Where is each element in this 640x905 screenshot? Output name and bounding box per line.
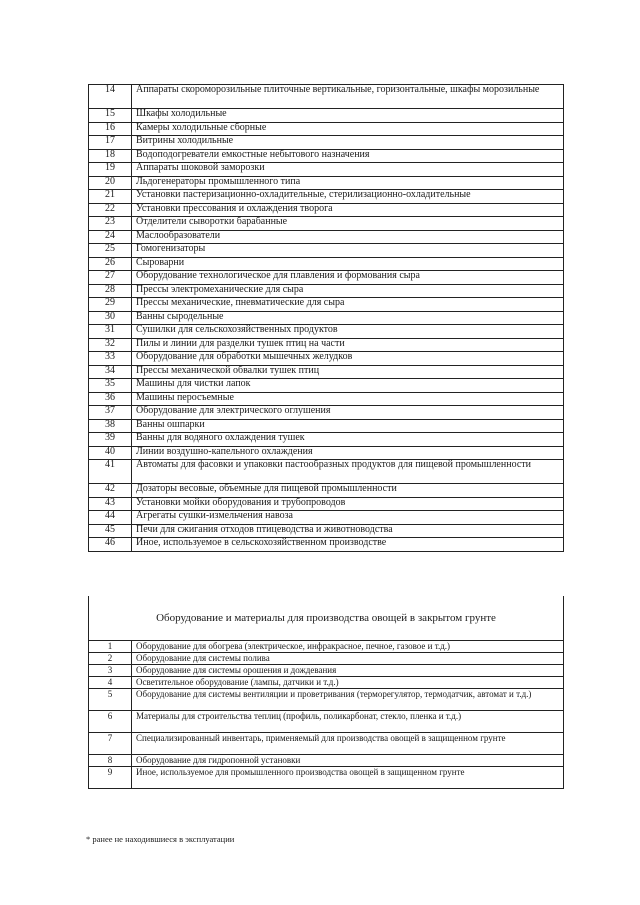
table-row [89, 149, 564, 163]
table-row [89, 538, 564, 552]
row-text: Печи для сжигания отходов птицеводства и животноводства [132, 524, 564, 538]
row-text: Оборудование для системы орошения и дождевания [132, 665, 564, 677]
row-text: Камеры холодильные сборные [132, 122, 564, 136]
row-number: 1 [89, 641, 132, 653]
row-text: Материалы для строительства теплиц (профиль, поликарбонат, стекло, пленка и т.д.) [132, 711, 564, 733]
row-number: 24 [89, 230, 132, 244]
row-number: 28 [89, 284, 132, 298]
table-row [89, 325, 564, 339]
row-text: Машины для чистки лапок [132, 379, 564, 393]
table-row [89, 109, 564, 123]
table-row [89, 271, 564, 285]
row-number: 44 [89, 511, 132, 525]
row-text: Сыроварни [132, 257, 564, 271]
table-row [89, 284, 564, 298]
row-number: 43 [89, 497, 132, 511]
row-text: Оборудование для электрического оглушения [132, 406, 564, 420]
row-text: Иное, используемое для промышленного производства овощей в защищенном грунте [132, 767, 564, 789]
row-number: 16 [89, 122, 132, 136]
section-heading: Оборудование и материалы для производства овощей в закрытом грунте [88, 596, 564, 640]
row-number: 46 [89, 538, 132, 552]
row-text: Машины перосъемные [132, 392, 564, 406]
row-number: 15 [89, 109, 132, 123]
row-text: Прессы электромеханические для сыра [132, 284, 564, 298]
row-number: 34 [89, 365, 132, 379]
row-number: 8 [89, 755, 132, 767]
equipment-table [88, 84, 564, 552]
table-row [89, 460, 564, 484]
row-text: Оборудование для обогрева (электрическое, инфракрасное, печное, газовое и т.д.) [132, 641, 564, 653]
row-number: 32 [89, 338, 132, 352]
row-text: Оборудование технологическое для плавления и формования сыра [132, 271, 564, 285]
row-text: Оборудование для гидропонной установки [132, 755, 564, 767]
table-row [89, 665, 564, 677]
row-number: 29 [89, 298, 132, 312]
row-text: Оборудование для системы полива [132, 653, 564, 665]
row-number: 20 [89, 176, 132, 190]
row-text: Ванны ошпарки [132, 419, 564, 433]
row-text: Линии воздушно-капельного охлаждения [132, 446, 564, 460]
row-text: Иное, используемое в сельскохозяйственном производстве [132, 538, 564, 552]
table-row [89, 379, 564, 393]
row-number: 41 [89, 460, 132, 484]
row-number: 31 [89, 325, 132, 339]
table-row [89, 85, 564, 109]
row-number: 26 [89, 257, 132, 271]
row-number: 4 [89, 677, 132, 689]
greenhouse-table [88, 640, 564, 789]
table-row [89, 365, 564, 379]
row-text: Водоподогреватели емкостные небытового назначения [132, 149, 564, 163]
row-text: Витрины холодильные [132, 136, 564, 150]
table-row [89, 711, 564, 733]
row-text: Специализированный инвентарь, применяемый для производства овощей в защищенном грунте [132, 733, 564, 755]
row-number: 7 [89, 733, 132, 755]
table-row [89, 190, 564, 204]
row-number: 39 [89, 433, 132, 447]
row-number: 23 [89, 217, 132, 231]
row-text: Прессы механические, пневматические для сыра [132, 298, 564, 312]
row-text: Агрегаты сушки-измельчения навоза [132, 511, 564, 525]
row-number: 37 [89, 406, 132, 420]
table-row [89, 352, 564, 366]
row-text: Осветительное оборудование (лампы, датчики и т.д.) [132, 677, 564, 689]
row-text: Оборудование для системы вентиляции и проветривания (терморегулятор, термодатчик, автомат и т.д.) [132, 689, 564, 711]
row-number: 18 [89, 149, 132, 163]
row-text: Гомогенизаторы [132, 244, 564, 258]
table-row [89, 122, 564, 136]
row-text: Прессы механической обвалки тушек птиц [132, 365, 564, 379]
table-row [89, 406, 564, 420]
table-row [89, 524, 564, 538]
table-row [89, 311, 564, 325]
table-row [89, 257, 564, 271]
row-number: 42 [89, 484, 132, 498]
table-row [89, 163, 564, 177]
row-number: 17 [89, 136, 132, 150]
row-text: Шкафы холодильные [132, 109, 564, 123]
row-text: Пилы и линии для разделки тушек птиц на части [132, 338, 564, 352]
row-number: 19 [89, 163, 132, 177]
row-number: 45 [89, 524, 132, 538]
row-number: 40 [89, 446, 132, 460]
table-row [89, 484, 564, 498]
table-row [89, 244, 564, 258]
row-text: Автоматы для фасовки и упаковки пастообразных продуктов для пищевой промышленности [132, 460, 564, 484]
row-number: 27 [89, 271, 132, 285]
row-number: 38 [89, 419, 132, 433]
footnote: * ранее не находившиеся в эксплуатации [86, 834, 235, 844]
table-row [89, 755, 564, 767]
greenhouse-table-body [89, 641, 564, 789]
table-row [89, 392, 564, 406]
row-number: 3 [89, 665, 132, 677]
row-number: 36 [89, 392, 132, 406]
table-row [89, 511, 564, 525]
table-row [89, 217, 564, 231]
table-row [89, 338, 564, 352]
row-text: Оборудование для обработки мышечных желудков [132, 352, 564, 366]
row-text: Ванны сыродельные [132, 311, 564, 325]
row-text: Установки мойки оборудования и трубопроводов [132, 497, 564, 511]
row-number: 2 [89, 653, 132, 665]
table-row [89, 136, 564, 150]
table-row [89, 767, 564, 789]
row-text: Аппараты скороморозильные плиточные вертикальные, горизонтальные, шкафы морозильные [132, 85, 564, 109]
row-number: 22 [89, 203, 132, 217]
table-row [89, 419, 564, 433]
table-row [89, 203, 564, 217]
equipment-table-body [89, 85, 564, 552]
row-number: 14 [89, 85, 132, 109]
table-row [89, 653, 564, 665]
row-text: Льдогенераторы промышленного типа [132, 176, 564, 190]
table-row [89, 230, 564, 244]
table-row [89, 176, 564, 190]
table-row [89, 733, 564, 755]
table-row [89, 677, 564, 689]
row-number: 9 [89, 767, 132, 789]
row-number: 35 [89, 379, 132, 393]
table-row [89, 446, 564, 460]
table-row [89, 298, 564, 312]
row-text: Установки пастеризационно-охладительные, стерилизационно-охладительные [132, 190, 564, 204]
row-text: Сушилки для сельскохозяйственных продуктов [132, 325, 564, 339]
table-row [89, 497, 564, 511]
table-row [89, 689, 564, 711]
row-text: Аппараты шоковой заморозки [132, 163, 564, 177]
row-number: 21 [89, 190, 132, 204]
row-text: Установки прессования и охлаждения творога [132, 203, 564, 217]
row-number: 33 [89, 352, 132, 366]
row-text: Ванны для водяного охлаждения тушек [132, 433, 564, 447]
row-number: 5 [89, 689, 132, 711]
row-text: Маслообразователи [132, 230, 564, 244]
row-number: 30 [89, 311, 132, 325]
row-number: 25 [89, 244, 132, 258]
row-number: 6 [89, 711, 132, 733]
row-text: Отделители сыворотки барабанные [132, 217, 564, 231]
table-row [89, 433, 564, 447]
table-row [89, 641, 564, 653]
row-text: Дозаторы весовые, объемные для пищевой промышленности [132, 484, 564, 498]
